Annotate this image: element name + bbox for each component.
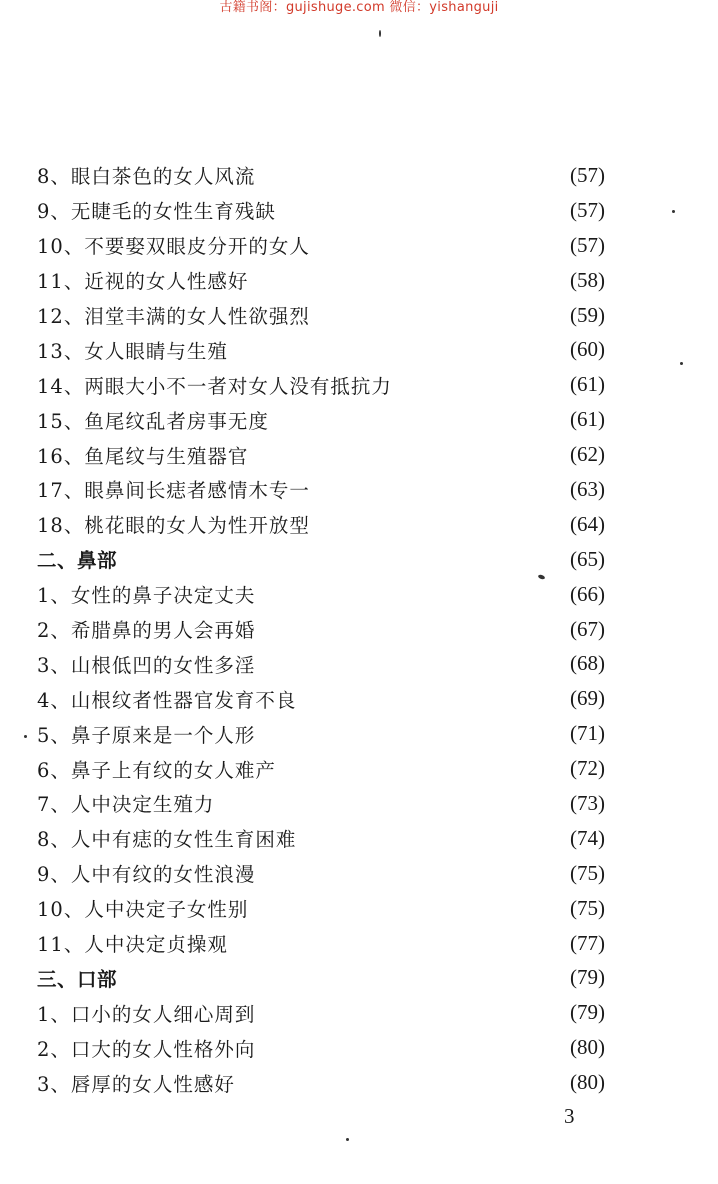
toc-entry-title: 11、人中决定贞操观 (37, 933, 228, 957)
toc-entry (37, 472, 607, 507)
toc-entry-title: 12、泪堂丰满的女人性欲强烈 (37, 305, 310, 328)
toc-entry (37, 995, 607, 1030)
toc-entry-title: 7、人中决定生殖力 (37, 793, 215, 817)
scan-speck (24, 735, 27, 738)
toc-entry-title: 8、人中有痣的女性生育困难 (37, 828, 297, 852)
toc-entry-page: (69) (570, 686, 605, 711)
toc-entry-title: 13、女人眼睛与生殖 (37, 339, 228, 363)
toc-entry (37, 891, 607, 926)
toc-entry-page: (65) (570, 546, 605, 571)
toc-entry-title: 16、鱼尾纹与生殖器官 (37, 444, 249, 468)
page-number: 3 (564, 1104, 575, 1128)
toc-entry-page: (79) (570, 1000, 605, 1025)
toc-entry (37, 716, 607, 751)
toc-entry-title: 4、山根纹者性器官发育不良 (37, 688, 297, 712)
toc-entry-page: (68) (570, 651, 605, 676)
toc-entry (37, 612, 607, 647)
toc-entry (37, 751, 607, 786)
toc-entry (37, 158, 607, 193)
toc-entry-page: (57) (570, 197, 605, 222)
toc-entry-title: 9、人中有纹的女性浪漫 (37, 863, 256, 887)
toc-entry (37, 263, 607, 298)
toc-entry (37, 402, 607, 437)
toc-entry-page: (71) (570, 721, 605, 746)
toc-entry (37, 786, 607, 821)
toc-entry (37, 1065, 607, 1100)
toc-entry-page: (75) (570, 860, 605, 885)
toc-entry-page: (61) (570, 372, 605, 397)
toc-entry-title: 10、人中决定子女性别 (37, 898, 249, 922)
toc-entry-page: (72) (570, 756, 605, 781)
toc-entry-page: (62) (570, 442, 605, 467)
toc-entry-page: (73) (570, 790, 605, 815)
toc-entry (37, 926, 607, 961)
toc-entry-page: (64) (570, 511, 605, 536)
toc-entry-page: (77) (570, 930, 605, 955)
toc-entry-title: 8、眼白茶色的女人风流 (37, 165, 256, 189)
toc-entry (37, 1030, 607, 1065)
toc-entry-title: 1、女性的鼻子决定丈夫 (37, 584, 256, 608)
toc-entry-page: (57) (570, 162, 605, 187)
toc-entry-title: 18、桃花眼的女人为性开放型 (37, 514, 310, 538)
toc-entry-page: (75) (570, 895, 605, 920)
toc-entry (37, 821, 607, 856)
toc-entry-title: 6、鼻子上有纹的女人难产 (37, 758, 276, 782)
toc-entry-page: (67) (570, 616, 605, 641)
scan-speck (680, 362, 683, 365)
toc-entry-title: 15、鱼尾纹乱者房事无度 (37, 409, 269, 433)
toc-entry (37, 332, 607, 367)
toc-entry-page: (59) (570, 302, 605, 327)
toc-entry-title: 三、口部 (37, 967, 118, 991)
toc-entry (37, 646, 607, 681)
toc-entry (37, 298, 607, 333)
toc-entry (37, 577, 607, 612)
toc-entry (37, 437, 607, 472)
watermark-text: 古籍书阁：gujishuge.com 微信：yishanguji (219, 0, 499, 15)
toc-entry-title: 3、山根低凹的女性多淫 (37, 653, 256, 677)
toc-section-heading (37, 542, 607, 577)
toc-entry-title: 10、不要娶双眼皮分开的女人 (37, 235, 310, 259)
toc-entry-title: 5、鼻子原来是一个人形 (37, 723, 256, 747)
toc-entry (37, 507, 607, 542)
toc-entry-title: 2、希腊鼻的男人会再婚 (37, 619, 256, 643)
toc-entry-page: (79) (570, 965, 605, 990)
toc-entry-title: 2、口大的女人性格外向 (37, 1037, 256, 1061)
toc-entry-title: 3、唇厚的女人性感好 (37, 1072, 235, 1096)
toc-entry-page: (61) (570, 407, 605, 432)
toc-entry-title: 14、两眼大小不一者对女人没有抵抗力 (37, 374, 392, 398)
toc-entry-page: (60) (570, 337, 605, 362)
toc-entry-title: 11、近视的女人性感好 (37, 270, 249, 294)
toc-entry (37, 681, 607, 716)
table-of-contents (37, 158, 607, 1100)
toc-section-heading (37, 960, 607, 995)
toc-entry (37, 228, 607, 263)
toc-entry-page: (57) (570, 232, 605, 257)
toc-entry-page: (66) (570, 581, 605, 606)
toc-entry-page: (63) (570, 476, 605, 501)
toc-entry-page: (80) (570, 1035, 605, 1060)
toc-entry (37, 856, 607, 891)
scan-speck (346, 1138, 349, 1141)
toc-entry-title: 9、无睫毛的女性生育残缺 (37, 200, 276, 224)
scan-speck (672, 210, 675, 213)
toc-entry-page: (74) (570, 825, 605, 850)
toc-entry (37, 193, 607, 228)
toc-entry-title: 1、口小的女人细心周到 (37, 1002, 256, 1026)
toc-entry (37, 367, 607, 402)
toc-entry-page: (80) (570, 1070, 605, 1095)
toc-entry-page: (58) (570, 267, 605, 292)
scan-speck (379, 30, 381, 37)
toc-entry-title: 二、鼻部 (37, 549, 118, 573)
toc-entry-title: 17、眼鼻间长痣者感情木专一 (37, 479, 310, 503)
